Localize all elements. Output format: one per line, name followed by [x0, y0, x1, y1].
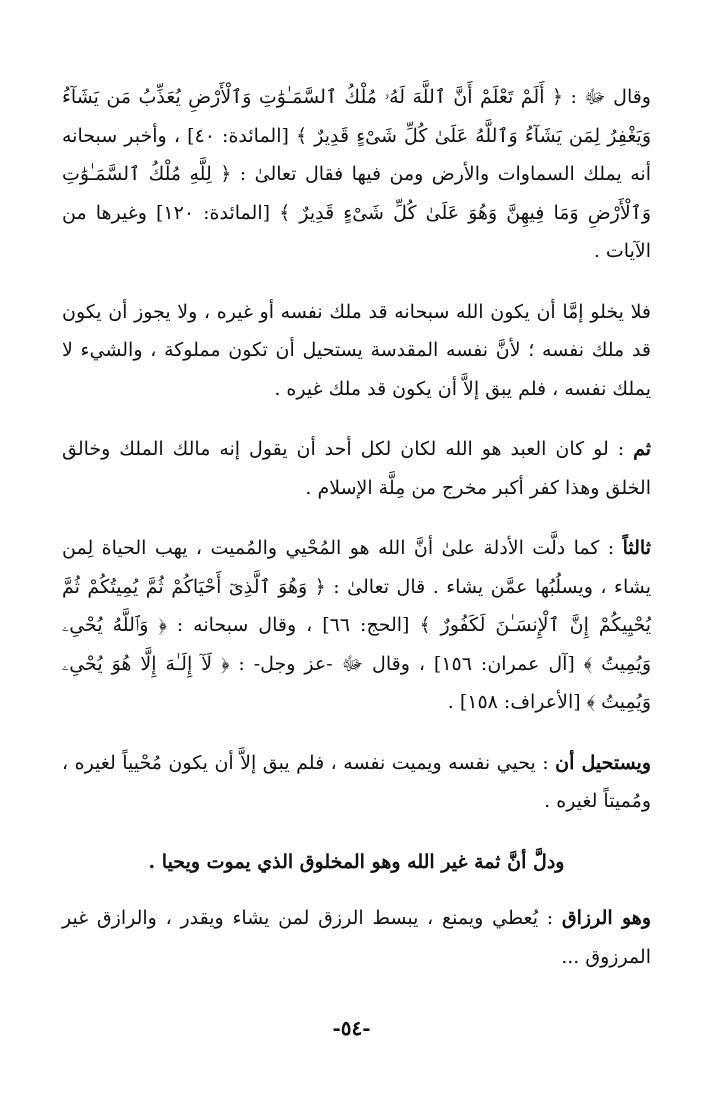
paragraph-4: [62, 529, 651, 722]
paragraph-3: [62, 430, 651, 507]
paragraph-2: [62, 293, 651, 409]
paragraph-1-text: وقال ﷻ : ﴿ أَلَمْ تَعْلَمْ أَنَّ ٱللَّهَ لَهُۥ مُلْكُ ٱلسَّمَـٰوَٰتِ وَٱلْأَرْضِ يُعَذِّبُ مَن يَشَآءُ وَيَغْفِرُ لِمَن يَشَآءُ وَٱللَّهُ عَلَىٰ كُلِّ شَىْءٍ قَدِيرٌ ﴾ [المائدة: ٤٠] ، وأخبر سبحانه أنه يملك السماوات والأرض ومن فيها فقال تعالىٰ : ﴿ لِلَّهِ مُلْكُ ٱلسَّمَـٰوَٰتِ وَٱلْأَرْضِ وَمَا فِيهِنَّ وَهُوَ عَلَىٰ كُلِّ شَىْءٍ قَدِيرٌ ﴾ [المائدة: ١٢٠] وغيرها من الآيات .: [62, 86, 652, 262]
page-number: -٥٤-: [332, 1016, 371, 1040]
paragraph-7-text: : يُعطي ويمنع ، يبسط الرزق لمن يشاء ويقدر ، والرازق غير المرزوق ...: [62, 907, 651, 968]
paragraph-5: [62, 744, 651, 821]
page-body: [62, 78, 651, 976]
paragraph-6: [62, 843, 651, 882]
paragraph-7: [62, 899, 651, 976]
paragraph-3-lead: ثم: [633, 438, 651, 460]
paragraph-5-text: : يحيي نفسه ويميت نفسه ، فلم يبق إلاَّ أن يكون مُحْيياً لغيره ، ومُميتاً لغيره .: [62, 751, 651, 812]
paragraph-5-lead: ويستحيل أن: [555, 751, 652, 774]
paragraph-6-text: ودلَّ أنَّ ثمة غير الله وهو المخلوق الذي يموت ويحيا .: [148, 850, 565, 873]
paragraph-4-text: : كما دلَّت الأدلة علىٰ أنَّ الله هو المُحْيي والمُميت ، يهب الحياة لِمن يشاء ، ويسلُبُها عمَّن يشاء . قال تعالىٰ : ﴿ وَهُوَ ٱلَّذِىٓ أَحْيَاكُمْ ثُمَّ يُمِيتُكُمْ ثُمَّ يُحْيِيكُمْ إِنَّ ٱلْإِنسَـٰنَ لَكَفُورٌ ﴾ [الحج: ٦٦] ، وقال سبحانه : ﴿ وَٱللَّهُ يُحْىِۦ وَيُمِيتُ ﴾ [آل عمران: ١٥٦] ، وقال ﷻ -عز وجل- : ﴿ لَآ إِلَـٰهَ إِلَّا هُوَ يُحْىِۦ وَيُمِيتُ ﴾ [الأعراف: ١٥٨] .: [62, 537, 652, 713]
paragraph-1: [62, 78, 651, 271]
paragraph-4-lead: ثالثاً: [622, 537, 651, 559]
paragraph-2-text: فلا يخلو إمَّا أن يكون الله سبحانه قد ملك نفسه أو غيره ، ولا يجوز أن يكون قد ملك نفسه ؛ لأنَّ نفسه المقدسة يستحيل أن تكون مملوكة ، والشيء لا يملك نفسه ، فلم يبق إلاَّ أن يكون قد ملك غيره .: [62, 300, 651, 400]
paragraph-7-lead: وهو الرزاق: [561, 907, 651, 929]
paragraph-3-text: : لو كان العبد هو الله لكان لكل أحد أن يقول إنه مالك الملك وخالق الخلق وهذا كفر أكبر مخرج من مِلَّة الإسلام .: [62, 438, 651, 499]
